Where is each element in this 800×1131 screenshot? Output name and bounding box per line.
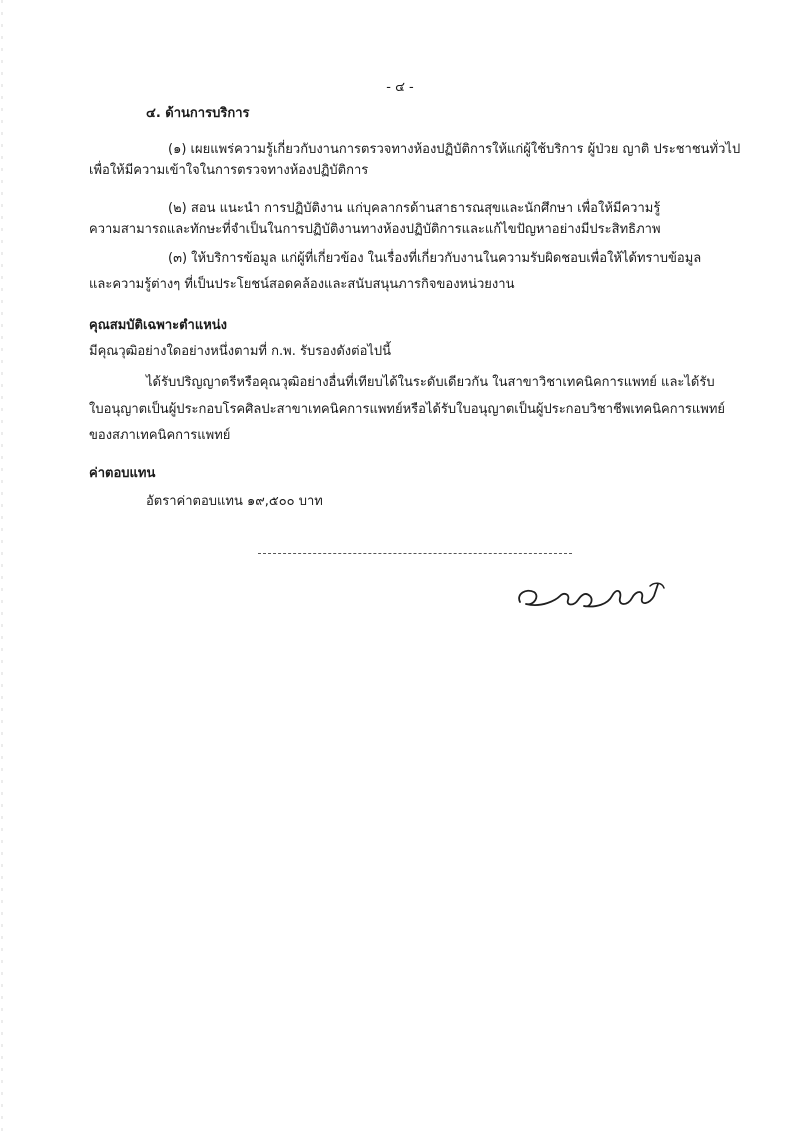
qualifications-line-3: ของสภาเทคนิคการแพทย์ — [89, 428, 231, 443]
page-number: - ๔ - — [386, 80, 414, 95]
service-item-3-line-1: (๓) ให้บริการข้อมูล แก่ผู้ที่เกี่ยวข้อง ในเรื่องที่เกี่ยวกับงานในความรับผิดชอบเพื่อให้ได้ทราบข้อมูล — [168, 251, 702, 266]
qualifications-heading: คุณสมบัติเฉพาะตำแหน่ง — [89, 318, 228, 333]
service-item-2-line-1: (๒) สอน แนะนำ การปฏิบัติงาน แก่บุคลากรด้านสาธารณสุขและนักศึกษา เพื่อให้มีความรู้ — [168, 201, 661, 216]
service-item-1-line-1: (๑) เผยแพร่ความรู้เกี่ยวกับงานการตรวจทางห้องปฏิบัติการให้แก่ผู้ใช้บริการ ผู้ป่วย ญาติ ประชาชนทั่วไป — [168, 142, 741, 157]
qualifications-line-2: ใบอนุญาตเป็นผู้ประกอบโรคศิลปะสาขาเทคนิคการแพทย์หรือได้รับใบอนุญาตเป็นผู้ประกอบวิชาชีพเทคนิคการแพทย์ — [89, 402, 726, 417]
qualifications-intro: มีคุณวุฒิอย่างใดอย่างหนึ่งตามที่ ก.พ. รับรองดังต่อไปนี้ — [89, 344, 392, 359]
service-item-3-line-2: และความรู้ต่างๆ ที่เป็นประโยชน์สอดคล้องและสนับสนุนภารกิจของหน่วยงาน — [89, 277, 515, 292]
compensation-heading: ค่าตอบแทน — [89, 466, 156, 481]
service-item-1-line-2: เพื่อให้มีความเข้าใจในการตรวจทางห้องปฏิบัติการ — [89, 163, 369, 178]
handwritten-signature — [512, 578, 672, 618]
qualifications-line-1: ได้รับปริญญาตรีหรือคุณวุฒิอย่างอื่นที่เทียบได้ในระดับเดียวกัน ในสาขาวิชาเทคนิคการแพทย์ และได้รับ — [146, 375, 715, 390]
separator-line — [258, 553, 572, 554]
service-item-2-line-2: ความสามารถและทักษะที่จำเป็นในการปฏิบัติงานทางห้องปฏิบัติการและแก้ไขปัญหาอย่างมีประสิทธิภาพ — [89, 222, 661, 237]
section-heading-service: ๔. ด้านการบริการ — [146, 106, 250, 121]
scan-edge-marks — [0, 0, 6, 1131]
compensation-rate: อัตราค่าตอบแทน ๑๙,๕๐๐ บาท — [146, 494, 323, 509]
